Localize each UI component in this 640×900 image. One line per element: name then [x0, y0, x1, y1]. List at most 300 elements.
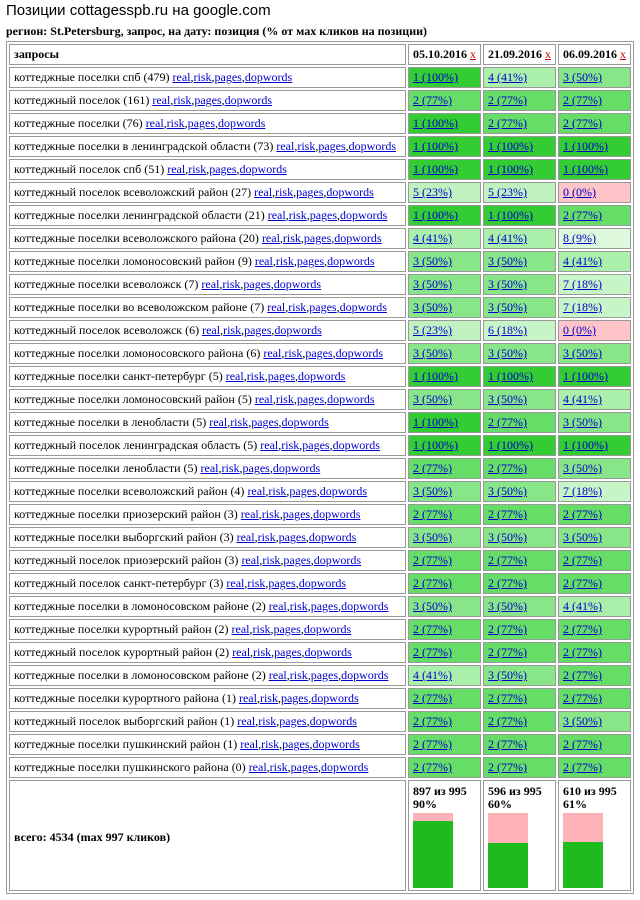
- query-link-pages[interactable]: pages: [302, 438, 330, 452]
- position-link[interactable]: 3 (50%): [563, 530, 602, 544]
- query-link-risk[interactable]: risk: [288, 300, 307, 314]
- totals-row: [9, 780, 631, 891]
- query-link-dopwords[interactable]: dopwords: [319, 484, 368, 498]
- position-cell: [483, 412, 556, 433]
- query-link-risk[interactable]: risk: [268, 484, 287, 498]
- table-row: [9, 757, 631, 778]
- position-link[interactable]: 3 (50%): [413, 254, 452, 268]
- query-text: коттеджные поселки в ломоносовском районе (2): [14, 668, 266, 682]
- query-link-dopwords[interactable]: dopwords: [335, 346, 383, 360]
- query-link-real[interactable]: real: [172, 70, 191, 84]
- query-cell: коттеджные поселки санкт-петербург (5) real,risk,pages,dopwords: [9, 366, 406, 387]
- query-link-real[interactable]: real: [276, 139, 295, 153]
- position-link[interactable]: 4 (41%): [413, 668, 452, 682]
- query-link-risk[interactable]: risk: [289, 668, 308, 682]
- position-cell: [558, 481, 631, 502]
- query-link-pages[interactable]: pages: [303, 231, 332, 245]
- position-link[interactable]: 0 (0%): [563, 185, 596, 199]
- query-link-pages[interactable]: pages: [267, 369, 296, 383]
- query-cell: коттеджные поселки ломоносовского района (6) real,risk,pages,dopwords: [9, 343, 406, 364]
- table-row: [9, 136, 631, 157]
- position-link[interactable]: 0 (0%): [563, 323, 596, 337]
- query-link-pages[interactable]: pages: [309, 208, 338, 222]
- query-link-risk[interactable]: risk: [257, 530, 276, 544]
- position-link[interactable]: 3 (50%): [413, 599, 452, 613]
- position-cell: [558, 297, 631, 318]
- query-cell: коттеджные поселки в ломоносовском районе (2) real,risk,pages,dopwords: [9, 665, 406, 686]
- position-cell: [483, 297, 556, 318]
- query-text: коттеджный поселок ленинградская область (5): [14, 438, 258, 452]
- position-link[interactable]: 7 (18%): [563, 484, 602, 498]
- query-text: коттеджный поселок всеволожский район (27): [14, 185, 252, 199]
- position-link[interactable]: 2 (77%): [488, 737, 527, 751]
- query-link-dopwords[interactable]: dopwords: [341, 599, 389, 613]
- query-link-risk[interactable]: risk: [259, 691, 278, 705]
- position-link[interactable]: 2 (77%): [413, 645, 452, 659]
- position-link[interactable]: 2 (77%): [413, 760, 452, 774]
- query-text: коттеджные поселки спб (479): [14, 70, 170, 84]
- query-link-pages[interactable]: pages: [283, 553, 311, 567]
- position-link[interactable]: 1 (100%): [413, 369, 458, 383]
- position-link[interactable]: 2 (77%): [488, 553, 527, 567]
- query-link-dopwords[interactable]: dopwords: [218, 116, 266, 130]
- position-cell: [558, 182, 631, 203]
- query-link-risk[interactable]: risk: [173, 93, 192, 107]
- query-link-real[interactable]: real: [248, 760, 267, 774]
- query-link-real[interactable]: real: [254, 254, 273, 268]
- position-link[interactable]: 3 (50%): [413, 346, 452, 360]
- query-link-real[interactable]: real: [231, 622, 250, 636]
- position-link[interactable]: 3 (50%): [413, 277, 452, 291]
- query-link-pages[interactable]: pages: [278, 530, 306, 544]
- position-link[interactable]: 3 (50%): [488, 392, 527, 406]
- position-link[interactable]: 2 (77%): [488, 714, 527, 728]
- position-link[interactable]: 2 (77%): [488, 415, 527, 429]
- position-cell: [558, 665, 631, 686]
- query-link-pages[interactable]: pages: [309, 300, 337, 314]
- position-link[interactable]: 1 (100%): [488, 208, 533, 222]
- query-link-dopwords[interactable]: dopwords: [224, 93, 273, 107]
- position-link[interactable]: 3 (50%): [563, 415, 602, 429]
- position-link[interactable]: 2 (77%): [563, 208, 602, 222]
- query-link-real[interactable]: real: [260, 438, 279, 452]
- position-link[interactable]: 5 (23%): [413, 323, 452, 337]
- position-link[interactable]: 3 (50%): [413, 300, 452, 314]
- position-link[interactable]: 6 (18%): [488, 323, 527, 337]
- query-link-real[interactable]: real: [202, 323, 221, 337]
- query-text: коттеджные поселки (76): [14, 116, 143, 130]
- query-link-real[interactable]: real: [238, 691, 257, 705]
- position-link[interactable]: 5 (23%): [413, 185, 452, 199]
- position-link[interactable]: 2 (77%): [413, 622, 452, 636]
- position-cell: [558, 159, 631, 180]
- remove-date-link[interactable]: x: [620, 47, 626, 61]
- query-link-risk[interactable]: risk: [246, 369, 265, 383]
- position-link[interactable]: 2 (77%): [563, 691, 602, 705]
- query-link-dopwords[interactable]: dopwords: [327, 392, 375, 406]
- page-title: Позиции cottagesspb.ru на google.com: [6, 2, 271, 19]
- position-cell: [483, 573, 556, 594]
- totals-label: всего: 4534 (max 997 кликов): [9, 780, 406, 891]
- query-link-risk[interactable]: risk: [275, 392, 294, 406]
- position-link[interactable]: 2 (77%): [563, 553, 602, 567]
- position-cell: [558, 412, 631, 433]
- position-cell: [483, 504, 556, 525]
- query-link-risk[interactable]: risk: [252, 622, 271, 636]
- table-row: [9, 251, 631, 272]
- position-link[interactable]: 2 (77%): [488, 507, 527, 521]
- query-link-real[interactable]: real: [167, 162, 186, 176]
- position-link[interactable]: 4 (41%): [563, 254, 602, 268]
- table-row: [9, 619, 631, 640]
- position-link[interactable]: 4 (41%): [413, 231, 452, 245]
- position-cell: [558, 504, 631, 525]
- query-link-pages[interactable]: pages: [296, 254, 325, 268]
- position-link[interactable]: 2 (77%): [563, 737, 602, 751]
- position-link[interactable]: 2 (77%): [488, 645, 527, 659]
- remove-date-link[interactable]: x: [470, 47, 476, 61]
- query-link-dopwords[interactable]: dopwords: [309, 714, 357, 728]
- query-link-pages[interactable]: pages: [268, 576, 296, 590]
- table-row: [9, 550, 631, 571]
- query-link-dopwords[interactable]: dopwords: [298, 369, 346, 383]
- position-cell: [483, 159, 556, 180]
- position-cell: [558, 596, 631, 617]
- remove-date-link[interactable]: x: [545, 47, 551, 61]
- query-link-real[interactable]: real: [254, 392, 273, 406]
- total-bar-fill: [413, 821, 453, 889]
- position-link[interactable]: 2 (77%): [563, 645, 602, 659]
- position-cell: [558, 205, 631, 226]
- position-link[interactable]: 1 (100%): [413, 415, 458, 429]
- table-row: [9, 320, 631, 341]
- position-link[interactable]: 1 (100%): [488, 438, 533, 452]
- query-link-dopwords[interactable]: dopwords: [332, 438, 380, 452]
- position-cell: [408, 343, 481, 364]
- position-link[interactable]: 3 (50%): [488, 599, 527, 613]
- total-percent: 61%: [563, 797, 587, 811]
- query-link-dopwords[interactable]: dopwords: [313, 553, 362, 567]
- query-link-dopwords[interactable]: dopwords: [340, 208, 388, 222]
- query-link-dopwords[interactable]: dopwords: [311, 691, 359, 705]
- query-link-risk[interactable]: risk: [289, 599, 308, 613]
- position-cell: [558, 458, 631, 479]
- position-cell: [408, 274, 481, 295]
- position-link[interactable]: 1 (100%): [488, 162, 533, 176]
- position-link[interactable]: 1 (100%): [413, 116, 458, 130]
- query-link-risk[interactable]: risk: [193, 70, 212, 84]
- query-link-dopwords[interactable]: dopwords: [327, 254, 375, 268]
- position-cell: [558, 320, 631, 341]
- query-link-real[interactable]: real: [267, 208, 286, 222]
- query-link-risk[interactable]: risk: [275, 185, 294, 199]
- query-link-real[interactable]: real: [268, 599, 287, 613]
- position-cell: [558, 688, 631, 709]
- query-link-pages[interactable]: pages: [296, 185, 324, 199]
- query-link-dopwords[interactable]: dopwords: [341, 668, 389, 682]
- position-link[interactable]: 3 (50%): [413, 530, 452, 544]
- query-link-pages[interactable]: pages: [242, 461, 270, 475]
- query-link-risk[interactable]: risk: [261, 737, 280, 751]
- query-link-dopwords[interactable]: dopwords: [239, 162, 287, 176]
- position-cell: [408, 550, 481, 571]
- query-link-risk[interactable]: risk: [284, 346, 303, 360]
- position-link[interactable]: 2 (77%): [563, 760, 602, 774]
- query-link-dopwords[interactable]: dopwords: [321, 760, 369, 774]
- query-link-pages[interactable]: pages: [209, 162, 237, 176]
- position-link[interactable]: 3 (50%): [563, 714, 602, 728]
- query-link-risk[interactable]: risk: [269, 760, 288, 774]
- position-link[interactable]: 1 (100%): [563, 369, 608, 383]
- query-link-pages[interactable]: pages: [274, 645, 302, 659]
- position-link[interactable]: 1 (100%): [563, 438, 608, 452]
- position-cell: [558, 389, 631, 410]
- position-link[interactable]: 3 (50%): [563, 346, 602, 360]
- query-link-dopwords[interactable]: dopwords: [303, 622, 352, 636]
- table-row: [9, 182, 631, 203]
- position-link[interactable]: 3 (50%): [488, 484, 527, 498]
- query-link-risk[interactable]: risk: [288, 208, 307, 222]
- position-cell: [558, 550, 631, 571]
- position-link[interactable]: 7 (18%): [563, 277, 602, 291]
- position-cell: [408, 504, 481, 525]
- query-link-pages[interactable]: pages: [310, 668, 339, 682]
- query-link-real[interactable]: real: [237, 714, 256, 728]
- query-link-real[interactable]: real: [240, 737, 259, 751]
- position-link[interactable]: 3 (50%): [563, 461, 602, 475]
- query-text: коттеджные поселки в ломоносовском районе (2): [14, 599, 266, 613]
- position-link[interactable]: 1 (100%): [563, 139, 608, 153]
- query-link-pages[interactable]: pages: [282, 507, 311, 521]
- position-link[interactable]: 3 (50%): [413, 392, 452, 406]
- query-text: коттеджные поселки в ленинградской области (73): [14, 139, 274, 153]
- position-cell: [558, 573, 631, 594]
- position-link[interactable]: 2 (77%): [413, 714, 452, 728]
- position-link[interactable]: 1 (100%): [563, 162, 608, 176]
- position-cell: [408, 757, 481, 778]
- query-link-dopwords[interactable]: dopwords: [304, 645, 352, 659]
- query-cell: коттеджный поселок курортный район (2) real,risk,pages,dopwords: [9, 642, 406, 663]
- query-cell: коттеджные поселки приозерский район (3) real,risk,pages,dopwords: [9, 504, 406, 525]
- query-link-risk[interactable]: risk: [222, 277, 241, 291]
- query-link-real[interactable]: real: [268, 668, 287, 682]
- position-link[interactable]: 2 (77%): [488, 622, 527, 636]
- query-link-pages[interactable]: pages: [318, 139, 346, 153]
- position-link[interactable]: 1 (100%): [488, 369, 533, 383]
- position-cell: [483, 458, 556, 479]
- query-link-pages[interactable]: pages: [282, 737, 310, 751]
- position-link[interactable]: 2 (77%): [563, 93, 602, 107]
- query-cell: коттеджные поселки всеволожский район (4) real,risk,pages,dopwords: [9, 481, 406, 502]
- position-cell: [483, 228, 556, 249]
- query-text: коттеджные поселки выборгский район (3): [14, 530, 234, 544]
- position-link[interactable]: 3 (50%): [488, 277, 527, 291]
- position-cell: [408, 527, 481, 548]
- queries-header: запросы: [9, 44, 406, 65]
- query-link-real[interactable]: real: [152, 93, 171, 107]
- total-bar-fill: [488, 843, 528, 888]
- position-link[interactable]: 1 (100%): [413, 438, 458, 452]
- query-link-pages[interactable]: pages: [280, 691, 309, 705]
- position-link[interactable]: 1 (100%): [413, 139, 458, 153]
- position-link[interactable]: 2 (77%): [563, 507, 602, 521]
- position-link[interactable]: 4 (41%): [488, 70, 527, 84]
- query-link-pages[interactable]: pages: [279, 714, 307, 728]
- query-link-real[interactable]: real: [247, 484, 266, 498]
- position-link[interactable]: 2 (77%): [413, 507, 452, 521]
- position-link[interactable]: 2 (77%): [563, 668, 602, 682]
- total-cell: [408, 780, 481, 891]
- position-link[interactable]: 2 (77%): [488, 576, 527, 590]
- query-link-real[interactable]: real: [236, 530, 255, 544]
- query-link-real[interactable]: real: [263, 346, 282, 360]
- query-link-real[interactable]: real: [209, 415, 228, 429]
- position-link[interactable]: 2 (77%): [488, 116, 527, 130]
- position-link[interactable]: 2 (77%): [413, 93, 452, 107]
- position-cell: [408, 573, 481, 594]
- query-link-risk[interactable]: risk: [223, 323, 242, 337]
- query-link-pages[interactable]: pages: [187, 116, 215, 130]
- query-link-pages[interactable]: pages: [310, 599, 339, 613]
- query-link-real[interactable]: real: [201, 277, 220, 291]
- query-link-risk[interactable]: risk: [281, 438, 300, 452]
- query-link-pages[interactable]: pages: [305, 346, 333, 360]
- position-link[interactable]: 2 (77%): [563, 116, 602, 130]
- query-link-risk[interactable]: risk: [247, 576, 266, 590]
- query-link-dopwords[interactable]: dopwords: [244, 70, 293, 84]
- position-link[interactable]: 3 (50%): [488, 346, 527, 360]
- position-cell: [483, 274, 556, 295]
- query-link-risk[interactable]: risk: [262, 553, 281, 567]
- query-link-pages[interactable]: pages: [214, 70, 242, 84]
- position-link[interactable]: 2 (77%): [413, 461, 452, 475]
- query-link-real[interactable]: real: [240, 507, 259, 521]
- position-link[interactable]: 2 (77%): [488, 93, 527, 107]
- position-link[interactable]: 4 (41%): [563, 599, 602, 613]
- query-link-dopwords[interactable]: dopwords: [308, 530, 357, 544]
- query-link-dopwords[interactable]: dopwords: [298, 576, 347, 590]
- position-link[interactable]: 2 (77%): [563, 622, 602, 636]
- query-link-real[interactable]: real: [232, 645, 251, 659]
- table-row: [9, 527, 631, 548]
- date-header: [558, 44, 631, 65]
- position-link[interactable]: 1 (100%): [413, 162, 458, 176]
- query-link-risk[interactable]: risk: [221, 461, 240, 475]
- position-link[interactable]: 2 (77%): [413, 691, 452, 705]
- query-link-pages[interactable]: pages: [243, 277, 271, 291]
- position-cell: [483, 136, 556, 157]
- query-cell: коттеджные поселки ломоносовский район (9) real,risk,pages,dopwords: [9, 251, 406, 272]
- query-link-real[interactable]: real: [225, 369, 244, 383]
- position-cell: [558, 734, 631, 755]
- query-link-dopwords[interactable]: dopwords: [274, 323, 322, 337]
- position-link[interactable]: 3 (50%): [563, 70, 602, 84]
- query-cell: коттеджные поселки во всеволожском районе (7) real,risk,pages,dopwords: [9, 297, 406, 318]
- query-link-risk[interactable]: risk: [275, 254, 294, 268]
- query-link-dopwords[interactable]: dopwords: [348, 139, 397, 153]
- query-text: коттеджный поселок (161): [14, 93, 150, 107]
- query-link-risk[interactable]: risk: [253, 645, 272, 659]
- position-link[interactable]: 3 (50%): [413, 484, 452, 498]
- query-link-risk[interactable]: risk: [282, 231, 301, 245]
- query-text: коттеджный поселок санкт-петербург (3): [14, 576, 224, 590]
- query-link-pages[interactable]: pages: [290, 760, 318, 774]
- position-link[interactable]: 2 (77%): [488, 691, 527, 705]
- position-link[interactable]: 2 (77%): [413, 576, 452, 590]
- position-cell: [483, 619, 556, 640]
- position-link[interactable]: 7 (18%): [563, 300, 602, 314]
- query-link-risk[interactable]: risk: [258, 714, 277, 728]
- position-cell: [483, 665, 556, 686]
- query-link-dopwords[interactable]: dopwords: [339, 300, 387, 314]
- query-link-dopwords[interactable]: dopwords: [281, 415, 329, 429]
- query-link-risk[interactable]: risk: [297, 139, 316, 153]
- query-link-real[interactable]: real: [241, 553, 260, 567]
- position-link[interactable]: 3 (50%): [488, 254, 527, 268]
- query-link-risk[interactable]: risk: [166, 116, 185, 130]
- total-cell: [558, 780, 631, 891]
- query-link-pages[interactable]: pages: [289, 484, 317, 498]
- query-link-risk[interactable]: risk: [261, 507, 280, 521]
- position-link[interactable]: 5 (23%): [488, 185, 527, 199]
- query-link-real[interactable]: real: [145, 116, 164, 130]
- position-link[interactable]: 2 (77%): [488, 760, 527, 774]
- query-link-risk[interactable]: risk: [188, 162, 207, 176]
- position-link[interactable]: 3 (50%): [488, 530, 527, 544]
- position-link[interactable]: 4 (41%): [563, 392, 602, 406]
- position-link[interactable]: 2 (77%): [488, 461, 527, 475]
- query-link-pages[interactable]: pages: [296, 392, 325, 406]
- query-link-risk[interactable]: risk: [230, 415, 249, 429]
- query-link-dopwords[interactable]: dopwords: [334, 231, 382, 245]
- query-link-real[interactable]: real: [200, 461, 219, 475]
- position-cell: [558, 527, 631, 548]
- query-link-real[interactable]: real: [226, 576, 245, 590]
- query-text: коттеджные поселки всеволожск (7): [14, 277, 199, 291]
- query-link-pages[interactable]: pages: [251, 415, 279, 429]
- date-label: 06.09.2016: [563, 47, 617, 61]
- query-link-pages[interactable]: pages: [273, 622, 301, 636]
- position-link[interactable]: 3 (50%): [488, 668, 527, 682]
- query-link-real[interactable]: real: [267, 300, 286, 314]
- position-cell: [558, 343, 631, 364]
- query-cell: коттеджный поселок ленинградская область (5) real,risk,pages,dopwords: [9, 435, 406, 456]
- query-link-pages[interactable]: pages: [244, 323, 272, 337]
- query-link-dopwords[interactable]: dopwords: [313, 507, 361, 521]
- position-cell: [483, 642, 556, 663]
- position-link[interactable]: 2 (77%): [413, 737, 452, 751]
- report-subtitle: регион: St.Petersburg, запрос, на дату: позиция (% от мах кликов на позиции): [6, 24, 428, 38]
- position-link[interactable]: 2 (77%): [413, 553, 452, 567]
- position-link[interactable]: 1 (100%): [488, 139, 533, 153]
- position-link[interactable]: 4 (41%): [488, 231, 527, 245]
- position-link[interactable]: 1 (100%): [413, 208, 458, 222]
- query-link-real[interactable]: real: [261, 231, 280, 245]
- query-link-real[interactable]: real: [254, 185, 273, 199]
- query-link-dopwords[interactable]: dopwords: [326, 185, 374, 199]
- query-link-dopwords[interactable]: dopwords: [312, 737, 360, 751]
- query-cell: коттеджные поселки (76) real,risk,pages,dopwords: [9, 113, 406, 134]
- table-row: [9, 389, 631, 410]
- position-cell: [483, 90, 556, 111]
- query-link-dopwords[interactable]: dopwords: [273, 277, 322, 291]
- position-link[interactable]: 2 (77%): [563, 576, 602, 590]
- position-link[interactable]: 1 (100%): [413, 70, 458, 84]
- query-link-pages[interactable]: pages: [194, 93, 222, 107]
- query-link-dopwords[interactable]: dopwords: [272, 461, 321, 475]
- position-link[interactable]: 3 (50%): [488, 300, 527, 314]
- position-link[interactable]: 8 (9%): [563, 231, 596, 245]
